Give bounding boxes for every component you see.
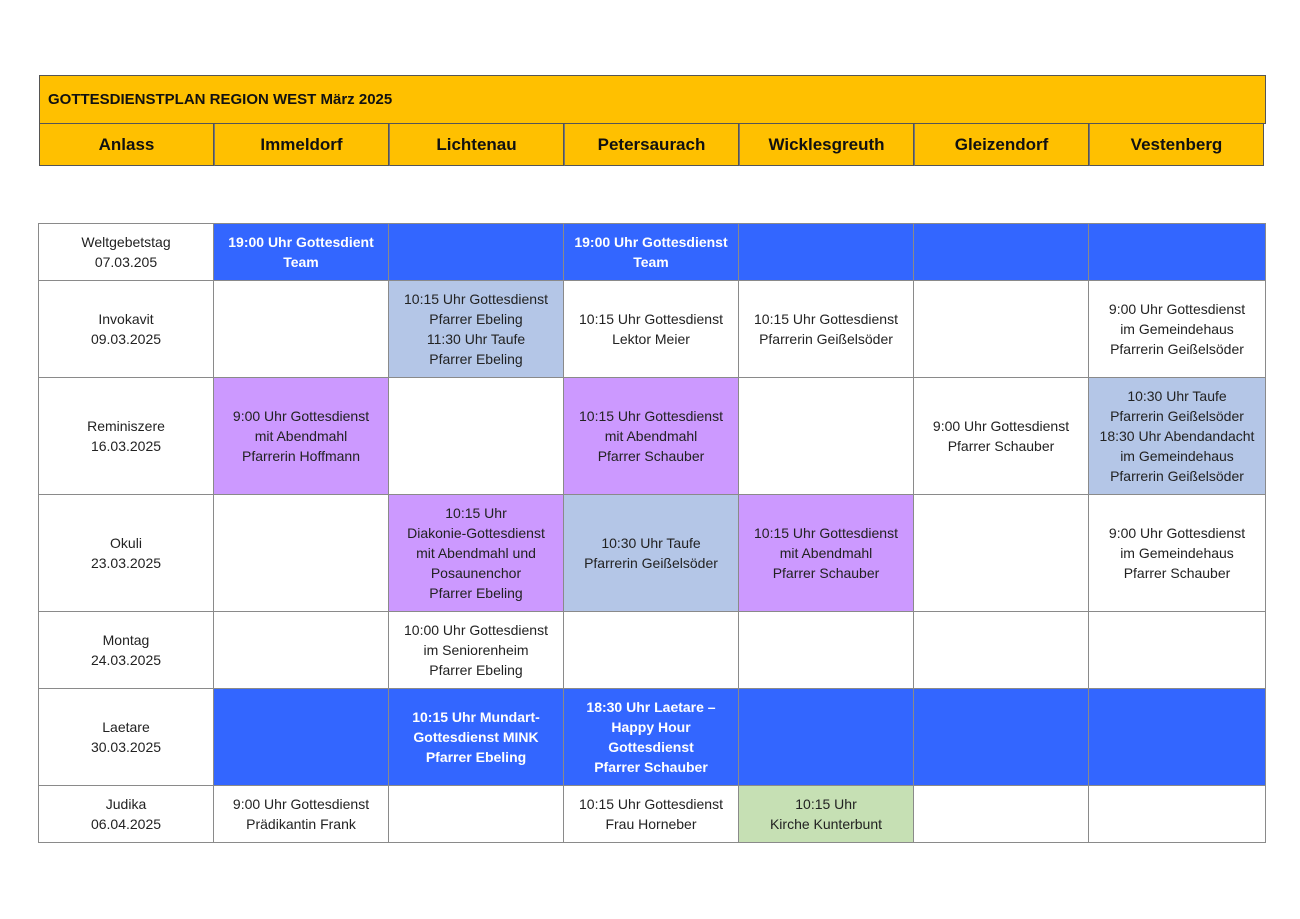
service-cell-wicklesgreuth [739,224,914,281]
service-cell-immeldorf: 19:00 Uhr Gottesdient Team [214,224,389,281]
occasion-cell: Judika 06.04.2025 [39,786,214,843]
column-header-petersaurach: Petersaurach [564,124,739,166]
service-cell-immeldorf [214,612,389,689]
service-cell-lichtenau [389,224,564,281]
table-row [39,378,1266,495]
service-cell-petersaurach: 10:15 Uhr Gottesdienst mit Abendmahl Pfarrer Schauber [564,378,739,495]
service-cell-vestenberg: 9:00 Uhr Gottesdienst im Gemeindehaus Pfarrer Schauber [1089,495,1266,612]
service-cell-lichtenau: 10:00 Uhr Gottesdienst im Seniorenheim Pfarrer Ebeling [389,612,564,689]
service-cell-petersaurach [564,612,739,689]
service-cell-immeldorf: 9:00 Uhr Gottesdienst mit Abendmahl Pfarrerin Hoffmann [214,378,389,495]
table-row [39,612,1266,689]
service-cell-vestenberg: 10:30 Uhr Taufe Pfarrerin Geißelsöder 18:30 Uhr Abendandacht im Gemeindehaus Pfarrerin Geißelsöder [1089,378,1266,495]
service-cell-vestenberg [1089,786,1266,843]
service-cell-wicklesgreuth [739,378,914,495]
plan-header [39,75,1266,166]
service-cell-wicklesgreuth: 10:15 Uhr Gottesdienst mit Abendmahl Pfarrer Schauber [739,495,914,612]
service-cell-lichtenau [389,786,564,843]
service-cell-vestenberg [1089,224,1266,281]
service-cell-gleizendorf [914,612,1089,689]
service-cell-lichtenau: 10:15 Uhr Gottesdienst Pfarrer Ebeling 11:30 Uhr Taufe Pfarrer Ebeling [389,281,564,378]
service-cell-petersaurach: 10:15 Uhr Gottesdienst Lektor Meier [564,281,739,378]
service-cell-lichtenau [389,378,564,495]
service-cell-gleizendorf [914,281,1089,378]
occasion-cell: Laetare 30.03.2025 [39,689,214,786]
service-cell-immeldorf [214,689,389,786]
service-cell-petersaurach: 10:30 Uhr Taufe Pfarrerin Geißelsöder [564,495,739,612]
column-header-lichtenau: Lichtenau [389,124,564,166]
service-cell-gleizendorf [914,689,1089,786]
service-cell-vestenberg [1089,612,1266,689]
occasion-cell: Okuli 23.03.2025 [39,495,214,612]
service-cell-petersaurach: 10:15 Uhr Gottesdienst Frau Horneber [564,786,739,843]
column-headers [39,124,1266,166]
service-cell-immeldorf [214,495,389,612]
table-row [39,281,1266,378]
table-row [39,786,1266,843]
service-cell-vestenberg: 9:00 Uhr Gottesdienst im Gemeindehaus Pfarrerin Geißelsöder [1089,281,1266,378]
table-row [39,689,1266,786]
service-cell-wicklesgreuth [739,689,914,786]
column-header-vestenberg: Vestenberg [1089,124,1264,166]
occasion-cell: Montag 24.03.2025 [39,612,214,689]
service-cell-gleizendorf: 9:00 Uhr Gottesdienst Pfarrer Schauber [914,378,1089,495]
occasion-cell: Invokavit 09.03.2025 [39,281,214,378]
service-schedule-table [38,223,1266,843]
service-cell-wicklesgreuth [739,612,914,689]
service-cell-lichtenau: 10:15 Uhr Diakonie-Gottesdienst mit Abendmahl und Posaunenchor Pfarrer Ebeling [389,495,564,612]
service-cell-gleizendorf [914,786,1089,843]
column-header-gleizendorf: Gleizendorf [914,124,1089,166]
service-cell-wicklesgreuth: 10:15 Uhr Gottesdienst Pfarrerin Geißelsöder [739,281,914,378]
column-header-immeldorf: Immeldorf [214,124,389,166]
service-cell-vestenberg [1089,689,1266,786]
service-cell-gleizendorf [914,495,1089,612]
service-cell-wicklesgreuth: 10:15 Uhr Kirche Kunterbunt [739,786,914,843]
page-title: GOTTESDIENSTPLAN REGION WEST März 2025 [39,75,1266,124]
column-header-wicklesgreuth: Wicklesgreuth [739,124,914,166]
service-cell-lichtenau: 10:15 Uhr Mundart- Gottesdienst MINK Pfarrer Ebeling [389,689,564,786]
service-cell-gleizendorf [914,224,1089,281]
service-cell-immeldorf: 9:00 Uhr Gottesdienst Prädikantin Frank [214,786,389,843]
column-header-anlass: Anlass [39,124,214,166]
table-row [39,495,1266,612]
occasion-cell: Weltgebetstag 07.03.205 [39,224,214,281]
table-row [39,224,1266,281]
service-cell-immeldorf [214,281,389,378]
service-cell-petersaurach: 18:30 Uhr Laetare – Happy Hour Gottesdienst Pfarrer Schauber [564,689,739,786]
occasion-cell: Reminiszere 16.03.2025 [39,378,214,495]
service-cell-petersaurach: 19:00 Uhr Gottesdienst Team [564,224,739,281]
